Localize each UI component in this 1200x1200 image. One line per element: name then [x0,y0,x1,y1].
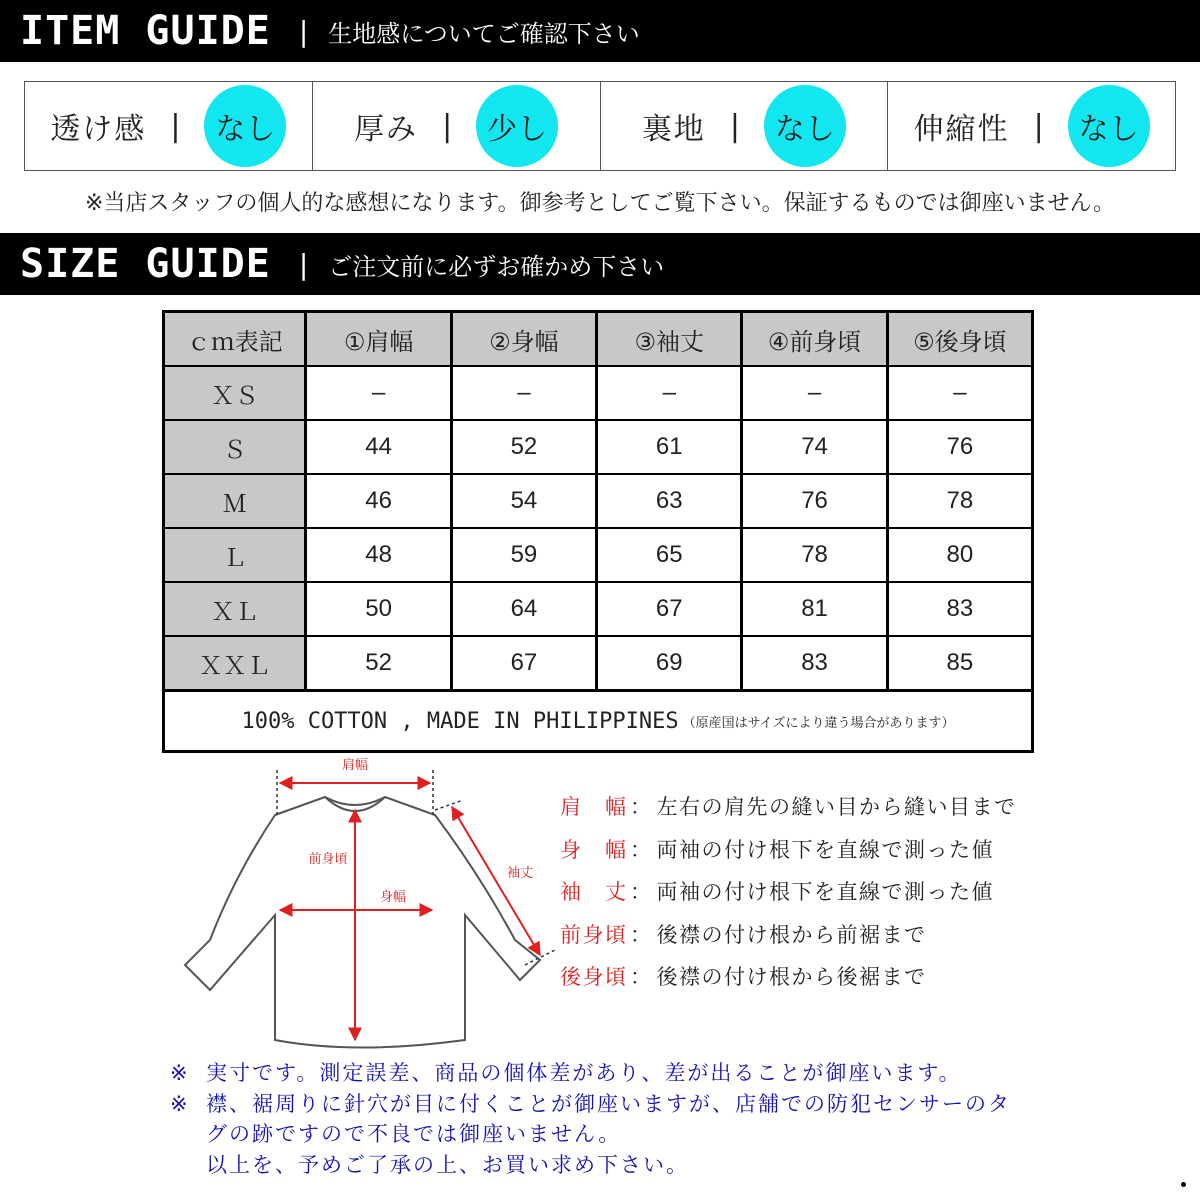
definition-item [560,870,1080,913]
size-guide-title: SIZE GUIDE [20,241,271,287]
table-cell: 76 [743,475,885,527]
material-text: 100% COTTON , MADE IN PHILIPPINES [241,708,679,734]
table-cell: – [743,367,885,419]
attribute-transparency [25,82,313,170]
table-cell: – [453,367,595,419]
definition-colon: ： [630,880,653,905]
note-text-continued: グの跡ですので不良では御座いません。 [206,1122,622,1146]
attribute-stretch [888,82,1175,170]
definition-text: 左右の肩先の縫い目から縫い目まで [656,795,1017,820]
size-label-cell: ＸＳ [165,367,304,419]
definition-term: 肩 幅 [560,795,628,820]
attribute-value-badge: なし [1068,85,1150,167]
note-text: 実寸です。測定誤差、商品の個体差があり、差が出ることが御座います。 [206,1061,962,1085]
attribute-value-badge: 少し [476,85,558,167]
note-mark: ※ [170,1061,190,1085]
table-cell: 74 [743,421,885,473]
size-label-cell: Ｓ [165,421,304,473]
table-cell: – [889,367,1031,419]
note-text-final: 以上を、予めご了承の上、お買い求め下さい。 [206,1152,689,1177]
note-mark: ※ [170,1091,190,1116]
header-cell: ②身幅 [453,313,595,365]
definition-term: 後身頃 [560,965,628,990]
table-row [165,637,1031,689]
table-cell: – [598,367,740,419]
definition-item [560,785,1080,828]
note-line [170,1089,1070,1120]
disclaimer-notes [170,1058,1070,1180]
material-row [165,692,1031,750]
table-cell: 69 [598,637,740,689]
attribute-separator: | [729,108,740,144]
attribute-value-badge: なし [764,85,846,167]
size-label-cell: Ｍ [165,475,304,527]
table-cell: 44 [307,421,449,473]
measurement-definitions [560,785,1080,998]
definition-text: 後襟の付け根から後裾まで [656,965,927,990]
definition-colon: ： [630,837,653,862]
item-guide-note: ※当店スタッフの個人的な感想になります。御参考としてご覧下さい。保証するものでは御座いません。 [85,191,1115,216]
garment-measurement-diagram [180,755,560,1055]
header-cell: ｃｍ表記 [165,313,304,365]
definition-term: 身 幅 [560,837,628,862]
table-cell: 59 [453,529,595,581]
size-table [162,310,1034,753]
attribute-label: 伸縮性 [913,112,1010,147]
table-header-row [165,313,1031,365]
table-cell: 76 [889,421,1031,473]
size-label-cell: ＸＬ [165,583,304,635]
item-guide-banner [0,0,1200,62]
table-cell: 78 [743,529,885,581]
attribute-label: 透け感 [50,112,147,147]
table-cell: 50 [307,583,449,635]
table-cell: 54 [453,475,595,527]
table-cell: 64 [453,583,595,635]
definition-term: 前身頃 [560,922,628,947]
label-sleeve: 袖丈 [506,866,534,881]
definition-item [560,913,1080,956]
item-guide-title: ITEM GUIDE [20,8,271,54]
item-guide-subtitle: 生地感についてご確認下さい [328,19,640,48]
table-cell: – [307,367,449,419]
header-cell: ⑤後身頃 [889,313,1031,365]
definition-text: 後襟の付け根から前裾まで [656,922,927,947]
header-cell: ④前身頃 [743,313,885,365]
label-body-width: 身幅 [379,890,407,905]
attribute-separator: | [1033,108,1044,144]
size-label-cell: Ｌ [165,529,304,581]
table-row [165,583,1031,635]
table-cell: 46 [307,475,449,527]
header-cell: ③袖丈 [598,313,740,365]
shirt-outline [185,797,540,1048]
table-row [165,529,1031,581]
table-cell: 63 [598,475,740,527]
table-cell: 48 [307,529,449,581]
table-cell: 78 [889,475,1031,527]
header-cell: ①肩幅 [307,313,449,365]
attribute-separator: | [442,108,453,144]
size-guide-banner [0,233,1200,295]
label-shoulder: 肩幅 [341,758,369,773]
table-row [165,475,1031,527]
table-cell: 52 [453,421,595,473]
table-row [165,367,1031,419]
table-cell: 85 [889,637,1031,689]
definition-item [560,828,1080,871]
label-front-length: 前身頃 [308,852,348,867]
table-cell: 67 [598,583,740,635]
size-label-cell: ＸＸＬ [165,637,304,689]
attribute-value-badge: なし [204,85,286,167]
table-cell: 81 [743,583,885,635]
definition-colon: ： [630,922,653,947]
definition-term: 袖 丈 [560,880,628,905]
item-guide-separator: | [298,14,309,48]
attribute-label: 裏地 [641,112,706,147]
table-cell: 83 [889,583,1031,635]
table-row [165,421,1031,473]
attribute-lining [601,82,889,170]
origin-note: （原産国はサイズにより違う場合があります） [682,715,955,731]
table-cell: 83 [743,637,885,689]
attribute-thickness [313,82,601,170]
table-cell: 61 [598,421,740,473]
attribute-label: 厚み [354,112,419,147]
table-cell: 65 [598,529,740,581]
definition-colon: ： [630,795,653,820]
definition-item [560,955,1080,998]
size-guide-subtitle: ご注文前に必ずお確かめ下さい [328,252,665,281]
attribute-separator: | [170,108,181,144]
definition-text: 両袖の付け根下を直線で測った値 [656,880,994,905]
table-cell: 67 [453,637,595,689]
note-line [170,1058,1070,1089]
note-text: 襟、裾周りに針穴が目に付くことが御座いますが、店舗での防犯センサーのタ [206,1091,1011,1116]
table-cell: 52 [307,637,449,689]
table-cell: 80 [889,529,1031,581]
fabric-attributes [24,81,1176,171]
corner-dot [1181,1182,1186,1187]
size-guide-separator: | [298,247,309,281]
definition-text: 両袖の付け根下を直線で測った値 [656,837,994,862]
definition-colon: ： [630,965,653,990]
